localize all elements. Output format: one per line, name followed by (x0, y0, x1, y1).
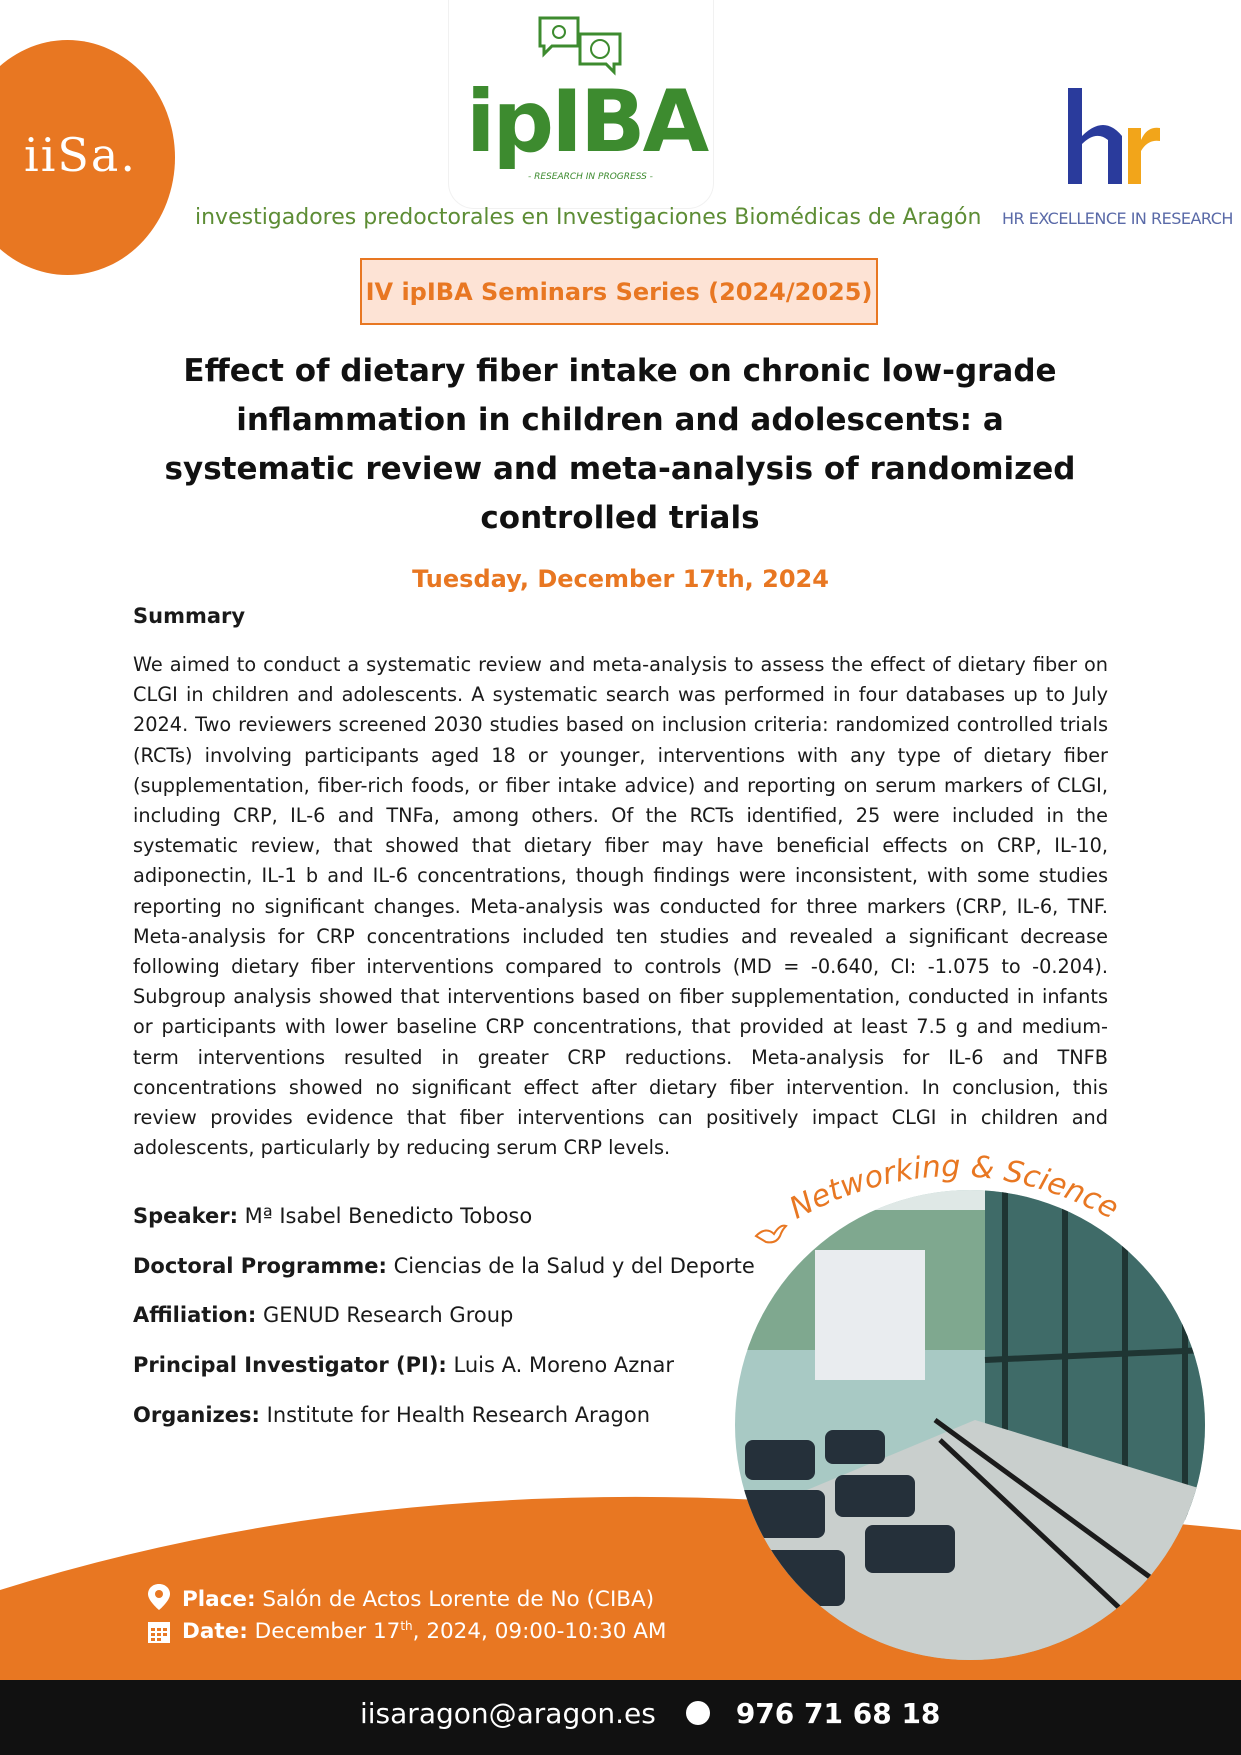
series-label: IV ipIBA Seminars Series (2024/2025) (365, 277, 873, 306)
separator-dot (686, 1701, 710, 1725)
networking-science-label: Networking & Science (783, 1149, 1125, 1227)
place-value: Salón de Actos Lorente de No (CIBA) (262, 1587, 655, 1612)
contact-phone[interactable]: 976 71 68 18 (735, 1697, 941, 1730)
organizes-label: Organizes: (133, 1403, 260, 1427)
iisa-logo-text: iiSa. (24, 128, 137, 182)
date-label: Date: (182, 1619, 248, 1645)
footer-place (182, 1587, 654, 1612)
ipiba-logo: ipIBA (466, 72, 707, 172)
programme-value: Ciencias de la Salud y del Deporte (393, 1254, 755, 1278)
summary-text: We aimed to conduct a systematic review and meta-analysis to assess the effect of dietary fiber on CLGI in children and adolescents. A systematic search was performed in four databases up to July 2024. Two reviewers screened 2030 studies based on inclusion criteria: randomized controlled trials (RCTs) involving participants aged 18 or younger, interventions with any type of dietary fiber (supplementation, fiber-rich foods, or fiber intake advice) and reporting on serum markers of CLGI, including CRP, IL-6 and TNFa, among others. Of the RCTs identified, 25 were included in the systematic review, that showed that dietary fiber may have beneficial effects on CRP, IL-10, adiponectin, IL-1 b and IL-6 concentrations, though findings were inconsistent, with some studies reporting no significant changes. Meta-analysis was conducted for three markers (CRP, IL-6, TNF. Meta-analysis for CRP concentrations included ten studies and revealed a significant decrease following dietary fiber interventions compared to controls (MD = -0.640, CI: -1.075 to -0.204). Subgroup analysis showed that interventions based on fiber supplementation, conducted in infants or participants with lower baseline CRP concentrations, that provided at least 7.5 g and medium-term interventions resulted in greater CRP reductions. Meta-analysis for IL-6 and TNFB concentrations showed no significant effect after dietary fiber intervention. In conclusion, this review provides evidence that fiber interventions can positively impact CLGI in children and adolescents, particularly by reducing serum CRP levels. (133, 653, 1108, 1160)
programme-label: Doctoral Programme: (133, 1254, 387, 1278)
date-value-post: , 2024, 09:00-10:30 AM (412, 1619, 667, 1645)
location-pin-icon (148, 1584, 170, 1610)
date-value-pre: December 17 (254, 1619, 401, 1645)
speaker-label: Speaker: (133, 1204, 238, 1228)
ipiba-fullname: investigadores predoctorales en Investigaciones Biomédicas de Aragón (195, 205, 982, 230)
affiliation-label: Affiliation: (133, 1303, 257, 1327)
dove-icon (754, 1222, 788, 1246)
pi-label: Principal Investigator (PI): (133, 1353, 447, 1377)
speaker-value: Mª Isabel Benedicto Toboso (244, 1204, 533, 1228)
calendar-icon (148, 1618, 170, 1644)
place-label: Place: (182, 1587, 256, 1612)
ipiba-tagline: - RESEARCH IN PROGRESS - (528, 172, 653, 182)
organizes-value: Institute for Health Research Aragon (266, 1403, 651, 1427)
date-value-sup: th (400, 1619, 413, 1633)
seminar-room-photo (735, 1190, 1205, 1660)
hr-excellence-text: HR EXCELLENCE IN RESEARCH (1002, 209, 1233, 228)
pi-value: Luis A. Moreno Aznar (453, 1353, 675, 1377)
svg-text:Networking & Science (784, 1149, 1124, 1226)
seminar-title: Effect of dietary fiber intake on chronic low-grade inflammation in children and adolescents: a systematic review and meta-analysis of randomized controlled trials (164, 353, 1076, 536)
footer-date (182, 1619, 666, 1644)
seminar-date: Tuesday, December 17th, 2024 (412, 565, 829, 593)
affiliation-value: GENUD Research Group (262, 1303, 514, 1327)
contact-email[interactable]: iisaragon@aragon.es (360, 1697, 656, 1730)
contact-info (360, 1697, 940, 1730)
summary-heading: Summary (133, 604, 246, 628)
networking-science-text (750, 1140, 1150, 1240)
